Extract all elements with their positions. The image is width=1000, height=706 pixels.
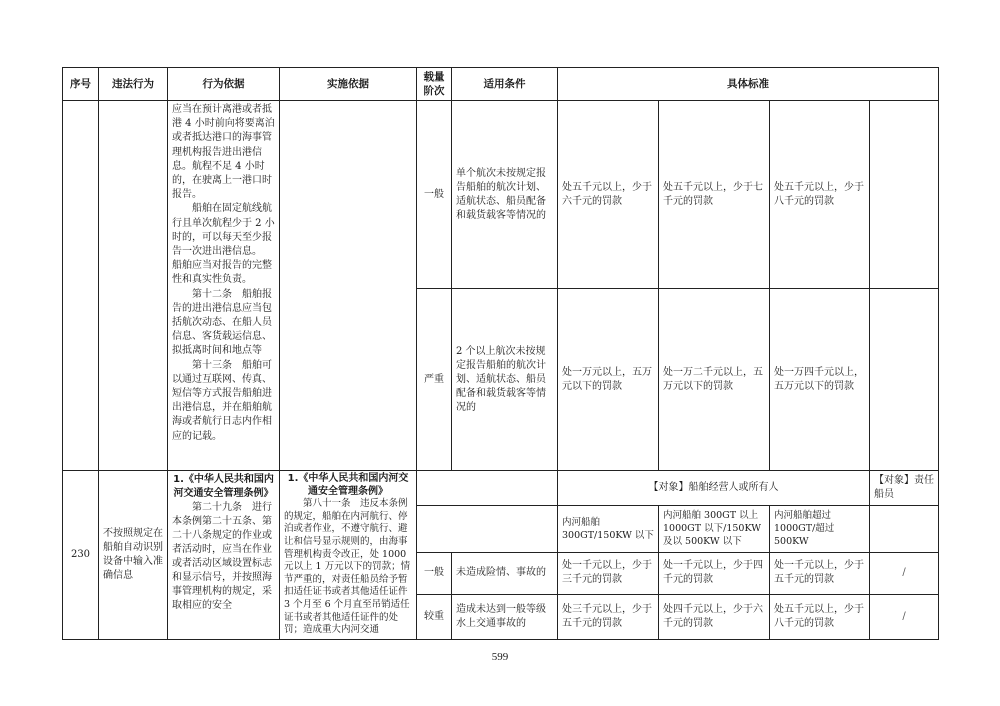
- standard-serious-4-empty: [870, 289, 939, 471]
- seq-230: 230: [63, 471, 99, 640]
- standard-general-230-1: 处一千元以上，少于三千元的罚款: [558, 552, 659, 594]
- header-violation: 违法行为: [99, 68, 168, 101]
- header-condition: 适用条件: [452, 68, 558, 101]
- basis-continued-text: 应当在预计离港或者抵港 4 小时前向将要离泊或者抵达港口的海事管理机构报告进出港信息。航程不足 4 小时的，在驶离上一港口时报告。 船舶在固定航线航行且单次航程少于 2 小时的，可以每天至少报告一次进出港信息。 船舶应当对报告的完整性和真实性负责。 第十二条 船舶报告的进出港信息应当包括航次动态、在船人员信息、客货载运信息、拟抵离时间和地点等 第十三条 船舶可以通过互联网、传真、短信等方式报告船舶进出港信息，并在船舶航海或者航行日志内作相应的记载。: [168, 101, 280, 471]
- header-basis: 行为依据: [168, 68, 280, 101]
- table-row: [63, 101, 939, 289]
- level-heavier-230: 较重: [417, 595, 452, 640]
- standard-general-230-3: 处一千元以上，少于五千元的罚款: [770, 552, 870, 594]
- standard-heavier-230-2: 处四千元以上，少于六千元的罚款: [659, 595, 770, 640]
- object-empty: [417, 471, 558, 506]
- standard-general-1: 处五千元以上，少于六千元的罚款: [558, 101, 659, 289]
- crew-heavier-230: /: [870, 595, 939, 640]
- tier-3: 内河船舶超过 1000GT/超过 500KW: [770, 506, 870, 553]
- penalty-standard-table: [62, 67, 939, 640]
- impl-cell-empty: [280, 101, 417, 471]
- impl-230-text: 第八十一条 违反本条例的规定，船舶在内河航行、停泊或者作业，不遵守航行、避让和信号显示规则的，由海事管理机构责令改正，处 1000 元以上 1 万元以下的罚款；情节严重的，对责任船员给予暂扣适任证书或者其他适任证件 3 个月至 6 个月直至吊销适任证书或者其他适任证件的处罚；造成重大内河交通: [284, 498, 411, 636]
- impl-230: [280, 471, 417, 640]
- seq-cell-empty: [63, 101, 99, 471]
- object-owner: 【对象】船舶经营人或所有人: [558, 471, 870, 506]
- tier-2: 内河船舶 300GT 以上 1000GT 以下/150KW 及以 500KW 以下: [659, 506, 770, 553]
- standard-serious-3: 处一万四千元以上，五万元以下的罚款: [770, 289, 870, 471]
- basis-230-text: 第二十九条 进行本条例第二十五条、第二十八条规定的作业或者活动时，应当在作业或者活动区域设置标志和显示信号，并按照海事管理机构的规定，采取相应的安全: [172, 502, 272, 611]
- standard-serious-2: 处一万二千元以上，五万元以下的罚款: [659, 289, 770, 471]
- header-standard: 具体标准: [558, 68, 939, 101]
- impl-230-title: 1.《中华人民共和国内河交通安全管理条例》: [287, 473, 409, 497]
- crew-general-230: /: [870, 552, 939, 594]
- tier-1: 内河船舶 300GT/150KW 以下: [558, 506, 659, 553]
- table-row: [63, 471, 939, 506]
- condition-general-230: 未造成险情、事故的: [452, 552, 558, 594]
- object-crew: 【对象】责任船员: [870, 471, 939, 506]
- standard-general-4-empty: [870, 101, 939, 289]
- condition-heavier-230: 造成未达到一般等级水上交通事故的: [452, 595, 558, 640]
- level-general: 一般: [417, 101, 452, 289]
- violation-230: 不按照规定在船舶自动识别设备中输入准确信息: [99, 471, 168, 640]
- tier-crew-empty: [870, 506, 939, 553]
- condition-general: 单个航次未按规定报告船舶的航次计划、适航状态、船员配备和载货载客等情况的: [452, 101, 558, 289]
- standard-heavier-230-1: 处三千元以上，少于五千元的罚款: [558, 595, 659, 640]
- violation-cell-empty: [99, 101, 168, 471]
- standard-general-2: 处五千元以上，少于七千元的罚款: [659, 101, 770, 289]
- standard-general-3: 处五千元以上，少于八千元的罚款: [770, 101, 870, 289]
- table-header-row: [63, 68, 939, 101]
- basis-230: [168, 471, 280, 640]
- basis-230-title: 1.《中华人民共和国内河交通安全管理条例》: [173, 474, 274, 499]
- level-general-230: 一般: [417, 552, 452, 594]
- condition-serious: 2 个以上航次未按规定报告船舶的航次计划、适航状态、船员配备和载货载客等情况的: [452, 289, 558, 471]
- level-serious: 严重: [417, 289, 452, 471]
- standard-heavier-230-3: 处五千元以上，少于八千元的罚款: [770, 595, 870, 640]
- header-level: 载量阶次: [417, 68, 452, 101]
- tier-empty: [417, 506, 558, 553]
- standard-serious-1: 处一万元以上，五万元以下的罚款: [558, 289, 659, 471]
- standard-general-230-2: 处一千元以上，少于四千元的罚款: [659, 552, 770, 594]
- page-number: 599: [491, 651, 509, 663]
- header-seq: 序号: [63, 68, 99, 101]
- header-impl: 实施依据: [280, 68, 417, 101]
